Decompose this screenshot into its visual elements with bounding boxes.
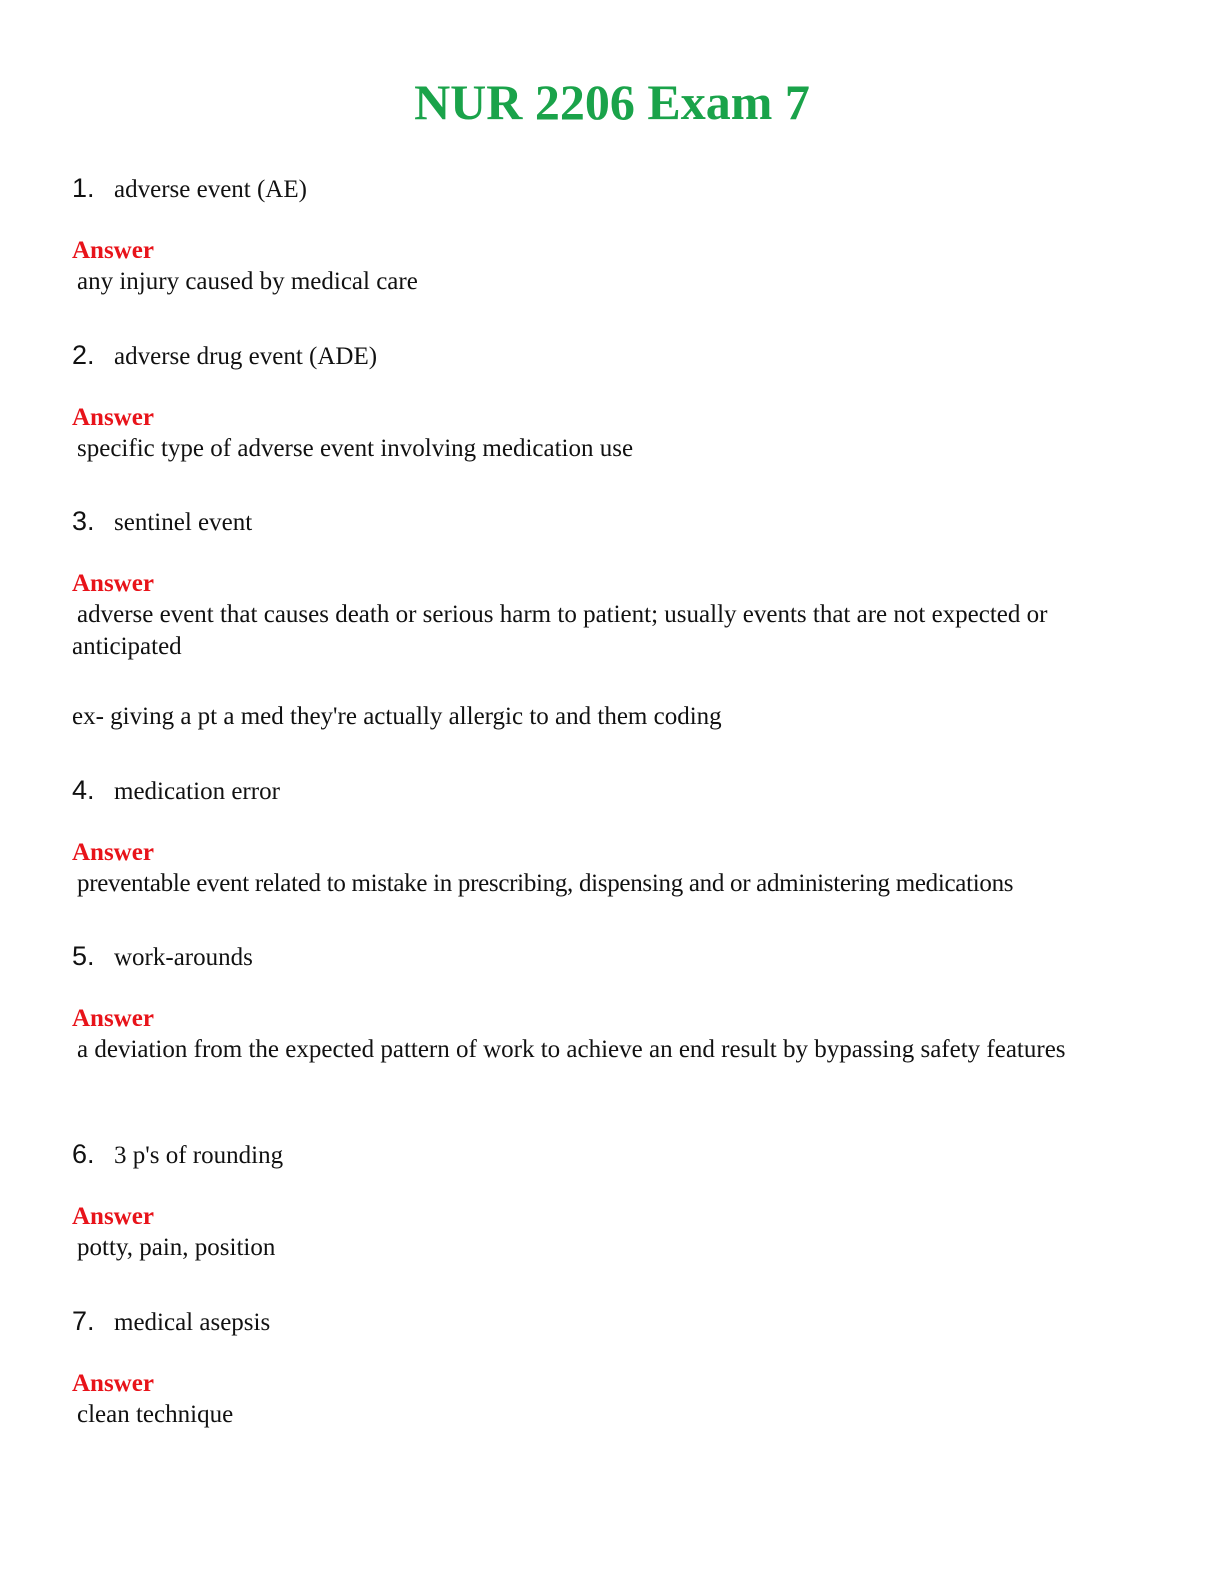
question-number: 7.	[72, 1306, 95, 1336]
question-line	[72, 940, 1152, 974]
answer-text: potty, pain, position	[77, 1234, 276, 1261]
answer-example: ex- giving a pt a med they're actually allergic to and them coding	[72, 703, 722, 730]
question-number: 4.	[72, 775, 95, 805]
question-line	[72, 1138, 1152, 1172]
question-term: sentinel event	[114, 509, 253, 536]
answer-label: Answer	[72, 1203, 154, 1230]
question-block-2	[72, 339, 1152, 465]
question-term: work-arounds	[114, 944, 253, 971]
answer-label: Answer	[72, 570, 154, 597]
answer-text	[72, 599, 1152, 663]
question-block-5	[72, 940, 1152, 1066]
page-title: NUR 2206 Exam 7	[414, 74, 810, 130]
answer-label: Answer	[72, 237, 154, 264]
question-number: 2.	[72, 340, 95, 370]
answer-text-content: adverse event that causes death or serious harm to patient; usually events that are not expected or anticipated	[72, 601, 1048, 660]
question-number: 3.	[72, 506, 95, 536]
answer-text: clean technique	[77, 1401, 234, 1428]
question-term: adverse drug event (ADE)	[114, 343, 378, 370]
question-line	[72, 774, 1152, 808]
question-term: 3 p's of rounding	[114, 1142, 284, 1169]
question-line	[72, 339, 1152, 373]
answer-text-content: a deviation from the expected pattern of work to achieve an end result by bypassing safety features	[77, 1036, 1066, 1063]
answer-text	[72, 1034, 1082, 1066]
question-term: adverse event (AE)	[114, 176, 307, 203]
question-block-6	[72, 1138, 1152, 1264]
question-block-1	[72, 172, 1152, 298]
answer-label: Answer	[72, 1005, 154, 1032]
question-block-7	[72, 1305, 1152, 1431]
answer-label: Answer	[72, 1370, 154, 1397]
answer-label: Answer	[72, 839, 154, 866]
question-term: medication error	[114, 778, 280, 805]
question-block-3	[72, 505, 1152, 733]
question-line	[72, 172, 1152, 206]
answer-text: any injury caused by medical care	[77, 268, 418, 295]
answer-text: preventable event related to mistake in prescribing, dispensing and or administering medications	[77, 870, 1014, 897]
question-number: 6.	[72, 1139, 95, 1169]
question-number: 5.	[72, 941, 95, 971]
answer-label: Answer	[72, 404, 154, 431]
question-term: medical asepsis	[114, 1309, 271, 1336]
question-block-4	[72, 774, 1152, 900]
question-number: 1.	[72, 173, 95, 203]
answer-text: specific type of adverse event involving medication use	[77, 435, 634, 462]
question-line	[72, 1305, 1152, 1339]
question-line	[72, 505, 1152, 539]
